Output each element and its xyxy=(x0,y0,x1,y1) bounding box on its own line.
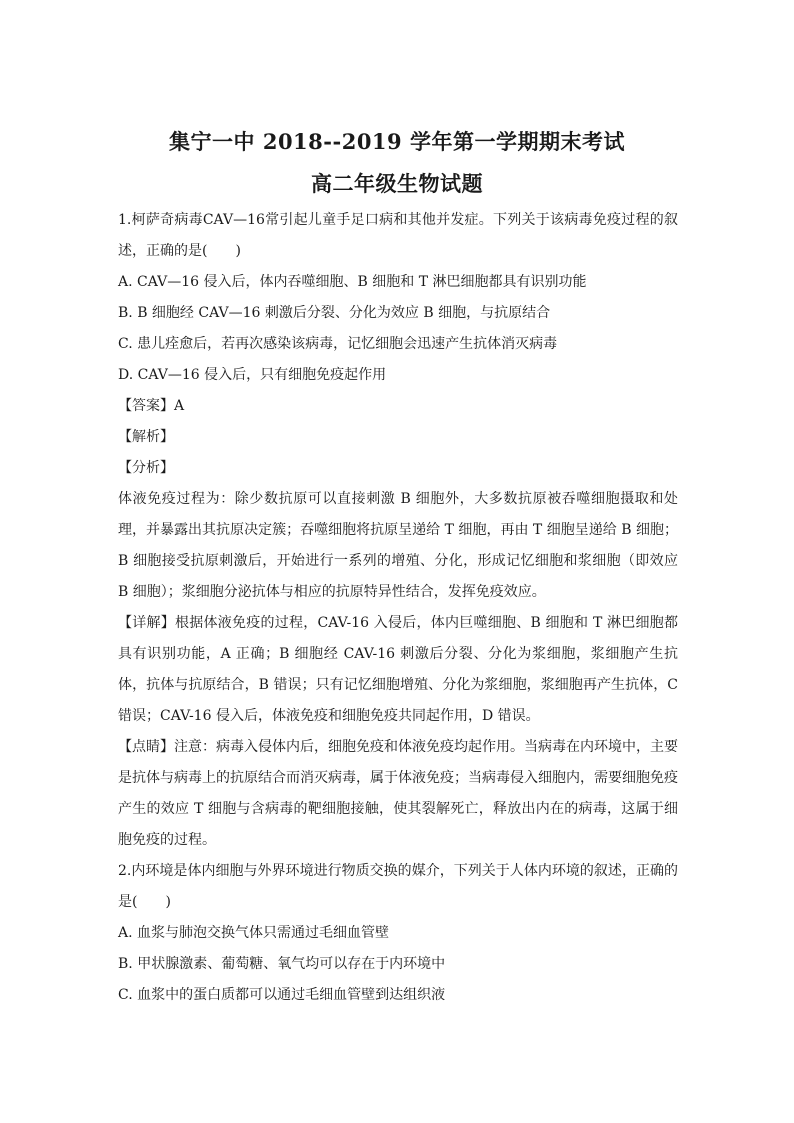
question-2-option-c: C. 血浆中的蛋白质都可以通过毛细血管壁到达组织液 xyxy=(118,987,446,1003)
question-1-stem: 1.柯萨奇病毒CAV—16常引起儿童手足口病和其他并发症。下列关于该病毒免疫过程的叙述，正确的是( ) xyxy=(118,212,678,259)
answer-label: 【答案】A xyxy=(118,398,185,414)
question-1-option-a: A. CAV—16 侵入后，体内吞噬细胞、B 细胞和 T 淋巴细胞都具有识别功能 xyxy=(118,274,587,290)
question-2-stem: 2.内环境是体内细胞与外界环境进行物质交换的媒介，下列关于人体内环境的叙述，正确的是( ) xyxy=(118,863,678,910)
exam-title: 集宁一中 2018--2019 学年第一学期期末考试 xyxy=(169,129,625,154)
exam-subtitle: 高二年级生物试题 xyxy=(311,171,483,196)
question-1-option-b: B. B 细胞经 CAV—16 刺激后分裂、分化为效应 B 细胞，与抗原结合 xyxy=(118,305,551,321)
fenxi-label: 【分析】 xyxy=(118,460,174,476)
detail-text: 根据体液免疫的过程，CAV-16 入侵后，体内巨噬细胞、B 细胞和 T 淋巴细胞都具有识别功能，A 正确；B 细胞经 CAV-16 刺激后分裂、分化为浆细胞，浆细胞产生抗体，抗体与抗原结合，B 错误；只有记忆细胞增殖、分化为浆细胞，浆细胞再产生抗体，C 错误；CAV-16 侵入后，体液免疫和细胞免疫共同起作用，D 错误。 xyxy=(118,615,679,724)
fenxi-text: 体液免疫过程为：除少数抗原可以直接刺激 B 细胞外，大多数抗原被吞噬细胞摄取和处理，并暴露出其抗原决定簇；吞噬细胞将抗原呈递给 T 细胞，再由 T 细胞呈递给 B 细胞；B 细胞接受抗原刺激后，开始进行一系列的增殖、分化，形成记忆细胞和浆细胞（即效应 B 细胞）；浆细胞分泌抗体与相应的抗原特异性结合，发挥免疫效应。 xyxy=(118,491,678,600)
document-body xyxy=(118,205,678,1011)
analysis-label: 【解析】 xyxy=(118,429,174,445)
point-text: 注意：病毒入侵体内后，细胞免疫和体液免疫均起作用。当病毒在内环境中，主要是抗体与病毒上的抗原结合而消灭病毒，属于体液免疫；当病毒侵入细胞内，需要细胞免疫产生的效应 T 细胞与含病毒的靶细胞接触，使其裂解死亡，释放出内在的病毒，这属于细胞免疫的过程。 xyxy=(118,739,678,848)
question-2-option-b: B. 甲状腺激素、葡萄糖、氧气均可以存在于内环境中 xyxy=(118,956,446,972)
question-1-option-d: D. CAV—16 侵入后，只有细胞免疫起作用 xyxy=(118,367,387,383)
detail-label: 【详解】 xyxy=(118,615,176,631)
point-paragraph xyxy=(118,732,678,856)
point-label: 【点睛】 xyxy=(118,739,174,755)
question-2-option-a: A. 血浆与肺泡交换气体只需通过毛细血管壁 xyxy=(118,925,390,941)
detail-paragraph xyxy=(118,608,678,732)
question-1-option-c: C. 患儿痊愈后，若再次感染该病毒，记忆细胞会迅速产生抗体消灭病毒 xyxy=(118,336,558,352)
